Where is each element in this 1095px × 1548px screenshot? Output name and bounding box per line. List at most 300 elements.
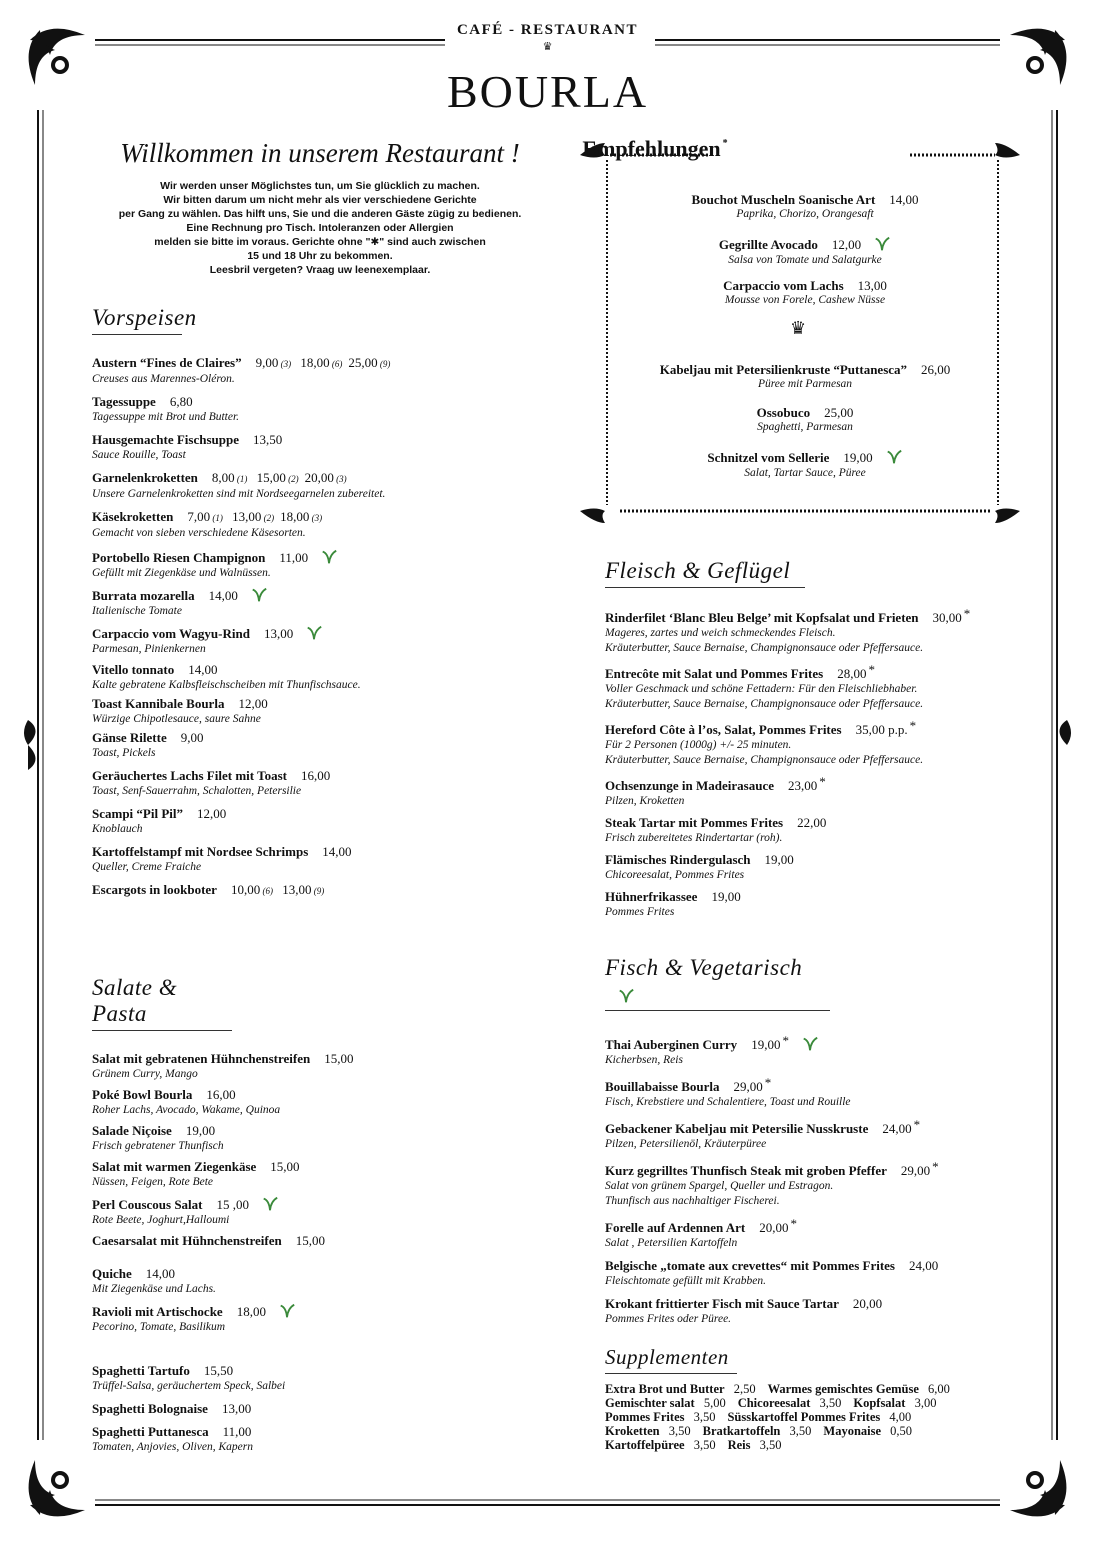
welcome-line: per Gang zu wählen. Das hilft uns, Sie und die anderen Gäste zügig zu bedienen. <box>118 208 522 220</box>
supplement-name: Bratkartoffeln <box>702 1424 781 1438</box>
menu-item <box>92 1363 562 1394</box>
recommendation-price: 14,00 <box>889 192 919 207</box>
menu-item-name: Garnelenkroketten <box>92 470 198 485</box>
menu-item-price: 14,00 <box>188 662 218 677</box>
menu-item-name: Toast Kannibale Bourla <box>92 696 225 711</box>
menu-item-description: Italienische Tomate <box>92 605 182 617</box>
recommendation-line <box>620 362 990 377</box>
supplement-price: 3,50 <box>816 1396 842 1410</box>
recommendation-item <box>620 405 990 435</box>
vegetarian-leaf-icon <box>261 1195 279 1213</box>
menu-item-line <box>92 882 552 899</box>
menu-item-price: 15,00 <box>295 1233 325 1248</box>
menu-item-price: 29,00 <box>733 1079 763 1094</box>
menu-item-description: Chicoreesalat, Pommes Frites <box>605 869 745 881</box>
recommendation-item <box>620 192 990 222</box>
menu-item <box>92 806 552 837</box>
recommendation-description: Salat, Tartar Sauce, Püree <box>744 467 866 479</box>
menu-item <box>92 432 552 463</box>
supplement-name: Kroketten <box>605 1424 660 1438</box>
menu-item-description: Kalte gebratene Kalbsfleischscheiben mit Thunfischsauce. <box>92 679 361 691</box>
menu-item-description: Queller, Creme Fraiche <box>92 861 202 873</box>
recommendation-description: Paprika, Chorizo, Orangesaft <box>736 208 874 220</box>
menu-item <box>92 1159 562 1190</box>
menu-item-description: Parmesan, Pinienkernen <box>92 643 206 655</box>
menu-item-price: 19,00 <box>764 852 794 867</box>
menu-item-line <box>605 1296 1025 1312</box>
brand-subtitle: CAFÉ - RESTAURANT <box>456 22 639 38</box>
menu-item-line <box>605 774 1025 794</box>
menu-item-price: 29,00 <box>900 1163 931 1178</box>
menu-item-description: Grünem Curry, Mango <box>92 1068 198 1080</box>
menu-item-quantity: (9) <box>377 359 391 369</box>
menu-item <box>92 662 552 693</box>
menu-item-name: Geräuchertes Lachs Filet mit Toast <box>92 768 287 783</box>
vegetarian-leaf-icon <box>873 235 891 253</box>
welcome-line: Eine Rechnung pro Tisch. Intoleranzen oder Allergien <box>186 222 454 234</box>
menu-item-line <box>92 1363 562 1379</box>
menu-item-quantity: (3) <box>309 513 323 523</box>
menu-item-price: 10,00 <box>230 882 261 897</box>
menu-item <box>92 548 552 581</box>
menu-item-description: Mit Ziegenkäse und Lachs. <box>92 1283 216 1295</box>
menu-item <box>92 1401 562 1417</box>
supplement-price: 3,00 <box>911 1396 937 1410</box>
recommendation-price: 25,00 <box>824 405 854 420</box>
menu-item-name: Tagessuppe <box>92 394 156 409</box>
recommendation-line <box>620 235 990 253</box>
supplement-price: 3,50 <box>690 1410 716 1424</box>
supplement-row <box>605 1410 1025 1424</box>
menu-item-price: 9,00 <box>255 355 279 370</box>
menu-item-name: Flämisches Rindergulasch <box>605 852 751 867</box>
salate-list <box>92 1051 562 1455</box>
salate-title: Salate & Pasta <box>92 975 232 1031</box>
menu-item-name: Portobello Riesen Champignon <box>92 550 266 565</box>
menu-item-quantity: (6) <box>260 886 273 896</box>
menu-item <box>92 1424 562 1455</box>
menu-item-line <box>605 1159 1025 1179</box>
menu-item-line <box>92 432 552 448</box>
menu-item-line <box>92 662 552 678</box>
menu-item-description: Roher Lachs, Avocado, Wakame, Quinoa <box>92 1104 281 1116</box>
menu-item-price: 16,00 <box>300 768 331 783</box>
menu-item-description: Trüffel-Salsa, geräuchertem Speck, Salbei <box>92 1380 286 1392</box>
menu-item-description: Unsere Garnelenkroketten sind mit Nordseegarnelen zubereitet. <box>92 488 386 500</box>
menu-item <box>605 889 1025 920</box>
vorspeisen-list <box>92 355 552 899</box>
menu-item-price: 12,00 <box>238 696 268 711</box>
menu-item <box>92 768 552 799</box>
menu-item <box>605 1117 1025 1152</box>
supplementen-title: Supplementen <box>605 1345 737 1374</box>
menu-item-quantity: (3) <box>278 359 292 369</box>
menu-item-price: 25,00 <box>348 355 378 370</box>
menu-item-price: 8,00 <box>211 470 235 485</box>
fleisch-list <box>605 606 1025 920</box>
menu-item-line <box>92 1302 562 1320</box>
menu-item <box>605 662 1025 712</box>
supplement-price: 4,00 <box>886 1410 912 1424</box>
vegetarian-leaf-icon <box>250 586 268 604</box>
supplement-name: Chicoreesalat <box>737 1396 811 1410</box>
menu-item-description: Würzige Chipotlesauce, saure Sahne <box>92 713 261 725</box>
menu-item-price: 28,00 <box>837 666 867 681</box>
menu-item-name: Salat mit warmen Ziegenkäse <box>92 1159 257 1174</box>
menu-item <box>605 1033 1025 1068</box>
recommendation-description: Mousse von Forele, Cashew Nüsse <box>724 294 886 306</box>
menu-item <box>605 1296 1025 1327</box>
vegetarian-leaf-icon <box>801 1035 819 1053</box>
menu-item-description: Rote Beete, Joghurt,Halloumi <box>92 1214 230 1226</box>
menu-item-price: 35,00 p.p. <box>855 722 908 737</box>
crown-icon: ♛ <box>790 318 807 338</box>
menu-item-name: Forelle auf Ardennen Art <box>605 1220 746 1235</box>
menu-item-price: 12,00 <box>197 806 227 821</box>
menu-item-line <box>605 606 1025 626</box>
menu-item <box>92 586 552 619</box>
menu-item-name: Perl Couscous Salat <box>92 1197 203 1212</box>
menu-item-description: Toast, Senf-Sauerrahm, Schalotten, Petersilie <box>92 785 302 797</box>
menu-item-name: Spaghetti Puttanesca <box>92 1424 209 1439</box>
menu-item-price: 16,00 <box>206 1087 236 1102</box>
menu-item-name: Ravioli mit Artischocke <box>92 1304 223 1319</box>
menu-item <box>605 774 1025 809</box>
menu-item-name: Escargots in lookboter <box>92 882 217 897</box>
supplement-name: Extra Brot und Butter <box>605 1382 725 1396</box>
menu-item-line <box>92 355 552 372</box>
menu-item <box>92 394 552 425</box>
supplement-price: 3,50 <box>786 1424 812 1438</box>
menu-item-description: Pecorino, Tomate, Basilikum <box>92 1321 226 1333</box>
menu-item-price: 9,00 <box>180 730 204 745</box>
menu-item-line <box>92 730 552 746</box>
menu-item-price: 15,00 <box>324 1051 354 1066</box>
menu-item-star: * <box>909 718 917 733</box>
menu-item-description: Pommes Frites <box>605 906 675 918</box>
supplement-price: 5,00 <box>700 1396 726 1410</box>
menu-item-price: 13,00 <box>228 509 262 524</box>
menu-item-name: Salade Niçoise <box>92 1123 172 1138</box>
menu-item-description: Sauce Rouille, Toast <box>92 449 186 461</box>
menu-item-description: Frisch zubereitetes Rindertartar (roh). <box>605 832 783 844</box>
menu-item-name: Quiche <box>92 1266 132 1281</box>
menu-item <box>92 1195 562 1228</box>
menu-item-name: Carpaccio vom Wagyu-Rind <box>92 626 250 641</box>
supplement-row <box>605 1424 1025 1438</box>
vorspeisen-title: Vorspeisen <box>92 305 182 335</box>
menu-item-price: 14,00 <box>145 1266 175 1281</box>
recommendation-price: 26,00 <box>921 362 951 377</box>
menu-item-description: Fisch, Krebstiere und Schalentiere, Toast und Rouille <box>605 1096 851 1108</box>
welcome-line: Wir bitten darum um nicht mehr als vier verschiedene Gerichte <box>163 194 477 206</box>
menu-item-price: 7,00 <box>187 509 211 524</box>
menu-item-name: Kurz gegrilltes Thunfisch Steak mit groben Pfeffer <box>605 1163 887 1178</box>
menu-item-line <box>605 1075 1025 1095</box>
welcome-title: Willkommen in unserem Restaurant ! <box>120 138 520 168</box>
supplement-row <box>605 1438 1025 1452</box>
supplement-price: 3,50 <box>756 1438 782 1452</box>
vegetarian-leaf-icon <box>278 1302 296 1320</box>
menu-item <box>92 1087 562 1118</box>
menu-item-price: 6,80 <box>169 394 193 409</box>
menu-item-description: Gefüllt mit Ziegenkäse und Walnüssen. <box>92 567 271 579</box>
supplement-name: Süsskartoffel Pommes Frites <box>727 1410 881 1424</box>
supplement-name: Mayonaise <box>823 1424 882 1438</box>
menu-item-description: Knoblauch <box>92 823 143 835</box>
menu-item-star: * <box>764 1075 772 1090</box>
recommendation-line <box>620 448 990 466</box>
supplement-name: Pommes Frites <box>605 1410 685 1424</box>
menu-item-quantity: (2) <box>261 513 275 523</box>
menu-item-description: Kicherbsen, Reis <box>605 1054 683 1066</box>
supplement-row <box>605 1382 1025 1396</box>
menu-item-name: Burrata mozarella <box>92 588 195 603</box>
menu-item-price: 20,00 <box>759 1220 789 1235</box>
menu-item-price: 14,00 <box>322 844 352 859</box>
menu-item <box>605 852 1025 883</box>
menu-item-quantity: (1) <box>234 474 248 484</box>
menu-item <box>605 718 1025 768</box>
menu-item <box>605 606 1025 656</box>
menu-item-line <box>92 1195 562 1213</box>
menu-item-line <box>605 852 1025 868</box>
menu-item-price: 13,50 <box>252 432 283 447</box>
recommendation-price: 12,00 <box>831 237 862 252</box>
fleisch-section <box>605 558 1025 920</box>
recommendation-description: Spaghetti, Parmesan <box>757 421 853 433</box>
menu-item-line <box>92 1051 562 1067</box>
menu-item-line <box>92 624 552 642</box>
menu-item-line <box>605 1117 1025 1137</box>
menu-item <box>92 882 552 899</box>
menu-item <box>92 355 552 387</box>
vegetarian-leaf-icon <box>617 987 635 1005</box>
menu-item-name: Gänse Rilette <box>92 730 167 745</box>
welcome-line: 15 und 18 Uhr zu bekommen. <box>247 250 393 262</box>
recommendation-name: Gegrillte Avocado <box>718 237 818 252</box>
menu-item-name: Ochsenzunge in Madeirasauce <box>605 778 774 793</box>
menu-item-description: Kräuterbutter, Sauce Bernaise, Champignonsauce oder Pfeffersauce. <box>605 698 924 710</box>
menu-item-description: Pilzen, Petersilienöl, Kräuterpüree <box>605 1138 767 1150</box>
menu-item-price: 30,00 <box>932 610 962 625</box>
supplement-name: Gemischter salat <box>605 1396 695 1410</box>
supplement-price: 0,50 <box>887 1424 913 1438</box>
menu-item-price: 11,00 <box>279 550 309 565</box>
recommendation-description: Salsa von Tomate und Salatgurke <box>728 254 882 266</box>
menu-item <box>605 1075 1025 1110</box>
welcome-line: Leesbril vergeten? Vraag uw leenexemplaar. <box>209 264 431 276</box>
menu-item-description: Toast, Pickels <box>92 747 156 759</box>
supplementen-section <box>605 1345 1025 1452</box>
menu-item <box>92 696 552 727</box>
menu-item-line <box>92 509 552 526</box>
menu-item-line <box>605 718 1025 738</box>
welcome-line: melden sie bitte im voraus. Gerichte ohne "✱" sind auch zwischen <box>154 236 486 248</box>
supplement-row <box>605 1396 1025 1410</box>
menu-item-description: Pilzen, Kroketten <box>605 795 685 807</box>
recommendation-item <box>620 448 990 481</box>
menu-item-description: Pommes Frites oder Püree. <box>605 1313 732 1325</box>
menu-item-line <box>92 470 552 487</box>
menu-item <box>92 1266 562 1297</box>
menu-item-name: Käsekroketten <box>92 509 174 524</box>
menu-item-description: Voller Geschmack und schöne Fettadern: Für den Fleischliebhaber. <box>605 683 918 695</box>
menu-item <box>605 1258 1025 1289</box>
menu-item-name: Bouillabaisse Bourla <box>605 1079 720 1094</box>
menu-item-name: Spaghetti Bolognaise <box>92 1401 208 1416</box>
supplementen-list <box>605 1382 1025 1452</box>
menu-item-name: Steak Tartar mit Pommes Frites <box>605 815 784 830</box>
menu-item-line <box>92 768 552 784</box>
menu-item-description: Tomaten, Anjovies, Oliven, Kapern <box>92 1441 253 1453</box>
fleisch-title: Fleisch & Geflügel <box>605 558 805 588</box>
menu-item <box>605 815 1025 846</box>
recommendation-line <box>620 405 990 420</box>
menu-item-name: Gebackener Kabeljau mit Petersilie Nusskruste <box>605 1121 869 1136</box>
menu-item-price: 15,00 <box>270 1159 300 1174</box>
menu-item-description: Mageres, zartes und weich schmeckendes Fleisch. <box>605 627 836 639</box>
menu-item-line <box>92 1123 562 1139</box>
recommendation-line <box>620 278 990 293</box>
menu-item-price: 22,00 <box>797 815 827 830</box>
menu-item-price: 14,00 <box>208 588 238 603</box>
menu-item-price: 13,00 <box>263 626 294 641</box>
menu-item-name: Belgische „tomate aux crevettes“ mit Pommes Frites <box>605 1258 895 1273</box>
crown-icon: ♛ <box>542 41 553 53</box>
menu-item-line <box>92 696 552 712</box>
menu-item-price: 11,00 <box>222 1424 252 1439</box>
recommendation-name: Carpaccio vom Lachs <box>723 278 844 293</box>
menu-item-name: Rinderfilet ‘Blanc Bleu Belge’ mit Kopfsalat und Frieten <box>605 610 919 625</box>
menu-item-star: * <box>868 662 875 677</box>
supplement-price: 6,00 <box>924 1382 950 1396</box>
menu-item-line <box>605 1033 1025 1053</box>
menu-item <box>92 509 552 541</box>
menu-item <box>92 1233 562 1249</box>
menu-item-quantity: (2) <box>285 474 299 484</box>
supplement-name: Warmes gemischtes Gemüse <box>767 1382 919 1396</box>
menu-item-quantity: (9) <box>311 886 325 896</box>
menu-item-line <box>92 806 552 822</box>
recommendation-description: Püree mit Parmesan <box>757 378 853 390</box>
recommendation-price: 19,00 <box>843 450 873 465</box>
brand-name: BOURLA <box>446 66 649 117</box>
menu-item-star: * <box>790 1216 797 1231</box>
supplement-price: 3,50 <box>665 1424 691 1438</box>
menu-item-line <box>605 815 1025 831</box>
menu-item-line <box>92 1424 562 1440</box>
menu-item-name: Hühnerfrikassee <box>605 889 698 904</box>
recommendation-item <box>620 278 990 308</box>
supplement-name: Kartoffelpüree <box>605 1438 685 1452</box>
menu-item-line <box>92 1233 562 1249</box>
menu-item-description: Fleischtomate gefüllt mit Krabben. <box>605 1275 766 1287</box>
menu-item-name: Entrecôte mit Salat und Pommes Frites <box>605 666 824 681</box>
menu-item-name: Thai Auberginen Curry <box>605 1037 738 1052</box>
menu-item-description: Creuses aus Marennes-Oléron. <box>92 373 235 385</box>
menu-item-price: 18,00 <box>236 1304 266 1319</box>
supplement-price: 3,50 <box>690 1438 716 1452</box>
menu-item-description: Frisch gebratener Thunfisch <box>92 1140 224 1152</box>
menu-item-price: 18,00 <box>297 355 330 370</box>
menu-item-name: Kartoffelstampf mit Nordsee Schrimps <box>92 844 309 859</box>
menu-item-description: Tagessuppe mit Brot und Butter. <box>92 411 240 423</box>
menu-item-name: Hereford Côte à l’os, Salat, Pommes Frites <box>605 722 842 737</box>
menu-item-line <box>92 586 552 604</box>
menu-item-name: Austern “Fines de Claires” <box>92 355 242 370</box>
menu-item-star: * <box>932 1159 939 1174</box>
vegetarian-leaf-icon <box>885 448 903 466</box>
recommendation-name: Schnitzel vom Sellerie <box>707 450 830 465</box>
recommendation-name: Kabeljau mit Petersilienkruste “Puttanesca” <box>659 362 908 377</box>
supplement-name: Reis <box>727 1438 751 1452</box>
menu-item-description: Salat , Petersilien Kartoffeln <box>605 1237 738 1249</box>
menu-item-line <box>92 394 552 410</box>
fisch-title: Fisch & Vegetarisch <box>605 955 830 1011</box>
welcome-text <box>90 179 550 277</box>
vorspeisen-section <box>92 305 552 899</box>
recommendation-line <box>620 192 990 207</box>
empfehlungen-title: Empfehlungen * <box>582 136 728 161</box>
menu-item-quantity: (3) <box>333 474 347 484</box>
menu-item-quantity: (6) <box>329 359 343 369</box>
menu-item-line <box>92 1087 562 1103</box>
menu-item-description: Salat von grünem Spargel, Queller und Estragon. <box>605 1180 834 1192</box>
menu-item-line <box>92 1266 562 1282</box>
fisch-section <box>605 955 1025 1327</box>
menu-item-price: 13,00 <box>278 882 312 897</box>
menu-item-name: Salat mit gebratenen Hühnchenstreifen <box>92 1051 311 1066</box>
menu-item-star: * <box>819 774 826 789</box>
menu-item-price: 20,00 <box>304 470 334 485</box>
menu-item-line <box>605 1216 1025 1236</box>
menu-item <box>92 1051 562 1082</box>
recommendation-item <box>620 362 990 392</box>
menu-item-line <box>92 1159 562 1175</box>
menu-item-price: 15,00 <box>253 470 286 485</box>
menu-item-description: Thunfisch aus nachhaltiger Fischerei. <box>605 1195 780 1207</box>
menu-item-price: 19,00 <box>751 1037 781 1052</box>
supplement-name: Kopfsalat <box>853 1396 906 1410</box>
recommendation-name: Bouchot Muscheln Soanische Art <box>691 192 876 207</box>
menu-item-line <box>92 548 552 566</box>
menu-item-name: Spaghetti Tartufo <box>92 1363 190 1378</box>
menu-item <box>605 1216 1025 1251</box>
menu-item-name: Caesarsalat mit Hühnchenstreifen <box>92 1233 282 1248</box>
menu-item-price: 24,00 <box>909 1258 939 1273</box>
supplement-price: 2,50 <box>730 1382 756 1396</box>
recommendation-name: Ossobuco <box>756 405 811 420</box>
menu-item-quantity: (1) <box>210 513 223 523</box>
menu-item-description: Für 2 Personen (1000g) +/- 25 minuten. <box>605 739 792 751</box>
menu-item-description: Kräuterbutter, Sauce Bernaise, Champignonsauce oder Pfeffersauce. <box>605 642 924 654</box>
menu-item <box>92 470 552 502</box>
menu-item-name: Scampi “Pil Pil” <box>92 806 183 821</box>
menu-item <box>92 844 552 875</box>
menu-item-price: 19,00 <box>185 1123 216 1138</box>
menu-item-description: Kräuterbutter, Sauce Bernaise, Champignonsauce oder Pfeffersauce. <box>605 754 924 766</box>
fisch-list <box>605 1033 1025 1327</box>
menu-item-name: Hausgemachte Fischsuppe <box>92 432 239 447</box>
menu-item-star: * <box>913 1117 921 1132</box>
menu-item-description: Nüssen, Feigen, Rote Bete <box>92 1176 214 1188</box>
menu-item-price: 23,00 <box>788 778 818 793</box>
menu-item-line <box>92 1401 562 1417</box>
menu-item-line <box>92 844 552 860</box>
menu-item-price: 24,00 <box>882 1121 912 1136</box>
menu-item-price: 18,00 <box>280 509 310 524</box>
